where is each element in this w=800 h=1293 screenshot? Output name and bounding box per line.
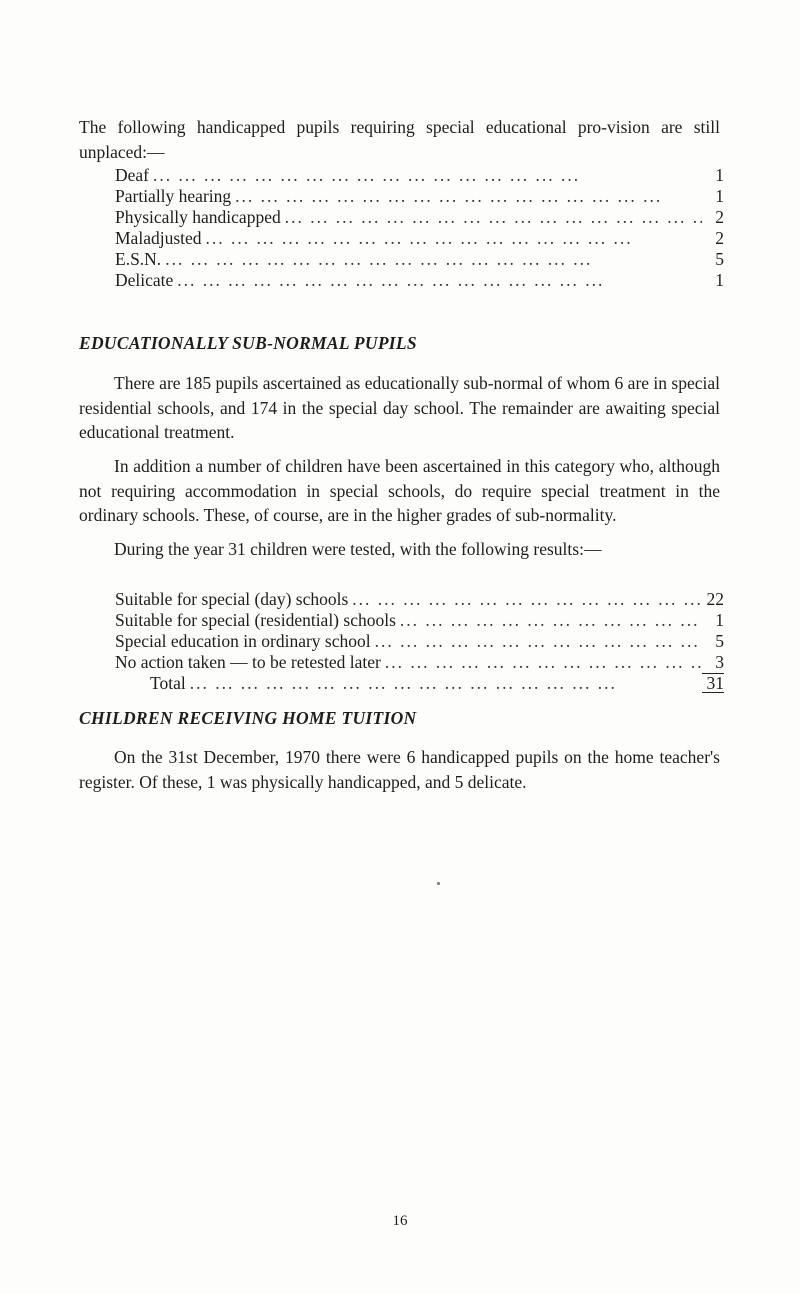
list-item [115,186,724,207]
leader-dots [281,207,702,228]
leader-dots [173,270,702,291]
home-tuition-paragraph: On the 31st December, 1970 there were 6 handicapped pupils on the home teacher's register. Of these, 1 was physically handicapped, and 5 delicate. [79,747,720,792]
item-label: Physically handicapped [115,207,281,227]
esn-paragraph-1: There are 185 pupils ascertained as educationally sub-normal of whom 6 are in special residential schools, and 174 in the special day school. The remainder are awaiting special educational treatment. [79,373,720,442]
results-list [115,589,724,694]
item-label: E.S.N. [115,249,162,269]
item-label: No action taken — to be retested later [115,652,381,672]
list-item [115,207,724,228]
item-value: 2 [715,207,724,227]
leader-dots [231,186,702,207]
leader-dots [381,652,702,673]
item-label: Delicate [115,270,174,290]
list-item [115,228,724,249]
leader-dots [202,228,702,249]
item-value: 5 [715,249,724,269]
item-label: Special education in ordinary school [115,631,371,651]
item-value: 2 [715,228,724,248]
item-value: 1 [715,165,724,185]
total-value: 31 [702,673,724,693]
list-item [115,631,724,652]
leader-dots [396,610,702,631]
intro-paragraph: The following handicapped pupils requiring special educational pro-vision are still unplaced:— [79,117,720,162]
item-value: 1 [715,270,724,290]
item-label: Maladjusted [115,228,202,248]
esn-heading: EDUCATIONALLY SUB-NORMAL PUPILS [79,333,417,353]
list-item [115,249,724,270]
list-item [115,589,724,610]
item-label: Partially hearing [115,186,232,206]
item-value: 1 [715,610,724,630]
leader-dots [186,673,702,694]
item-label: Suitable for special (residential) schools [115,610,396,630]
esn-paragraph-2: In addition a number of children have been ascertained in this category who, although not requiring accommodation in special schools, do require special treatment in the ordinary schools. These, of course, are in the higher grades of sub-normality. [79,456,720,525]
item-value: 1 [715,186,724,206]
item-value: 3 [715,652,724,672]
esn-paragraph-3: During the year 31 children were tested, with the following results:— [114,539,602,559]
list-item [115,270,724,291]
list-item [115,610,724,631]
item-value: 22 [706,589,724,609]
print-speck [437,882,440,885]
leader-dots [348,589,702,610]
list-item [115,652,724,673]
total-row [115,673,724,694]
item-value: 5 [715,631,724,651]
home-tuition-heading: CHILDREN RECEIVING HOME TUITION [79,708,417,728]
page-number: 16 [392,1213,408,1229]
total-label: Total [150,673,186,693]
unplaced-list [115,165,724,291]
leader-dots [371,631,702,652]
list-item [115,165,724,186]
leader-dots [161,249,702,270]
leader-dots [149,165,702,186]
item-label: Deaf [115,165,150,185]
item-label: Suitable for special (day) schools [115,589,349,609]
